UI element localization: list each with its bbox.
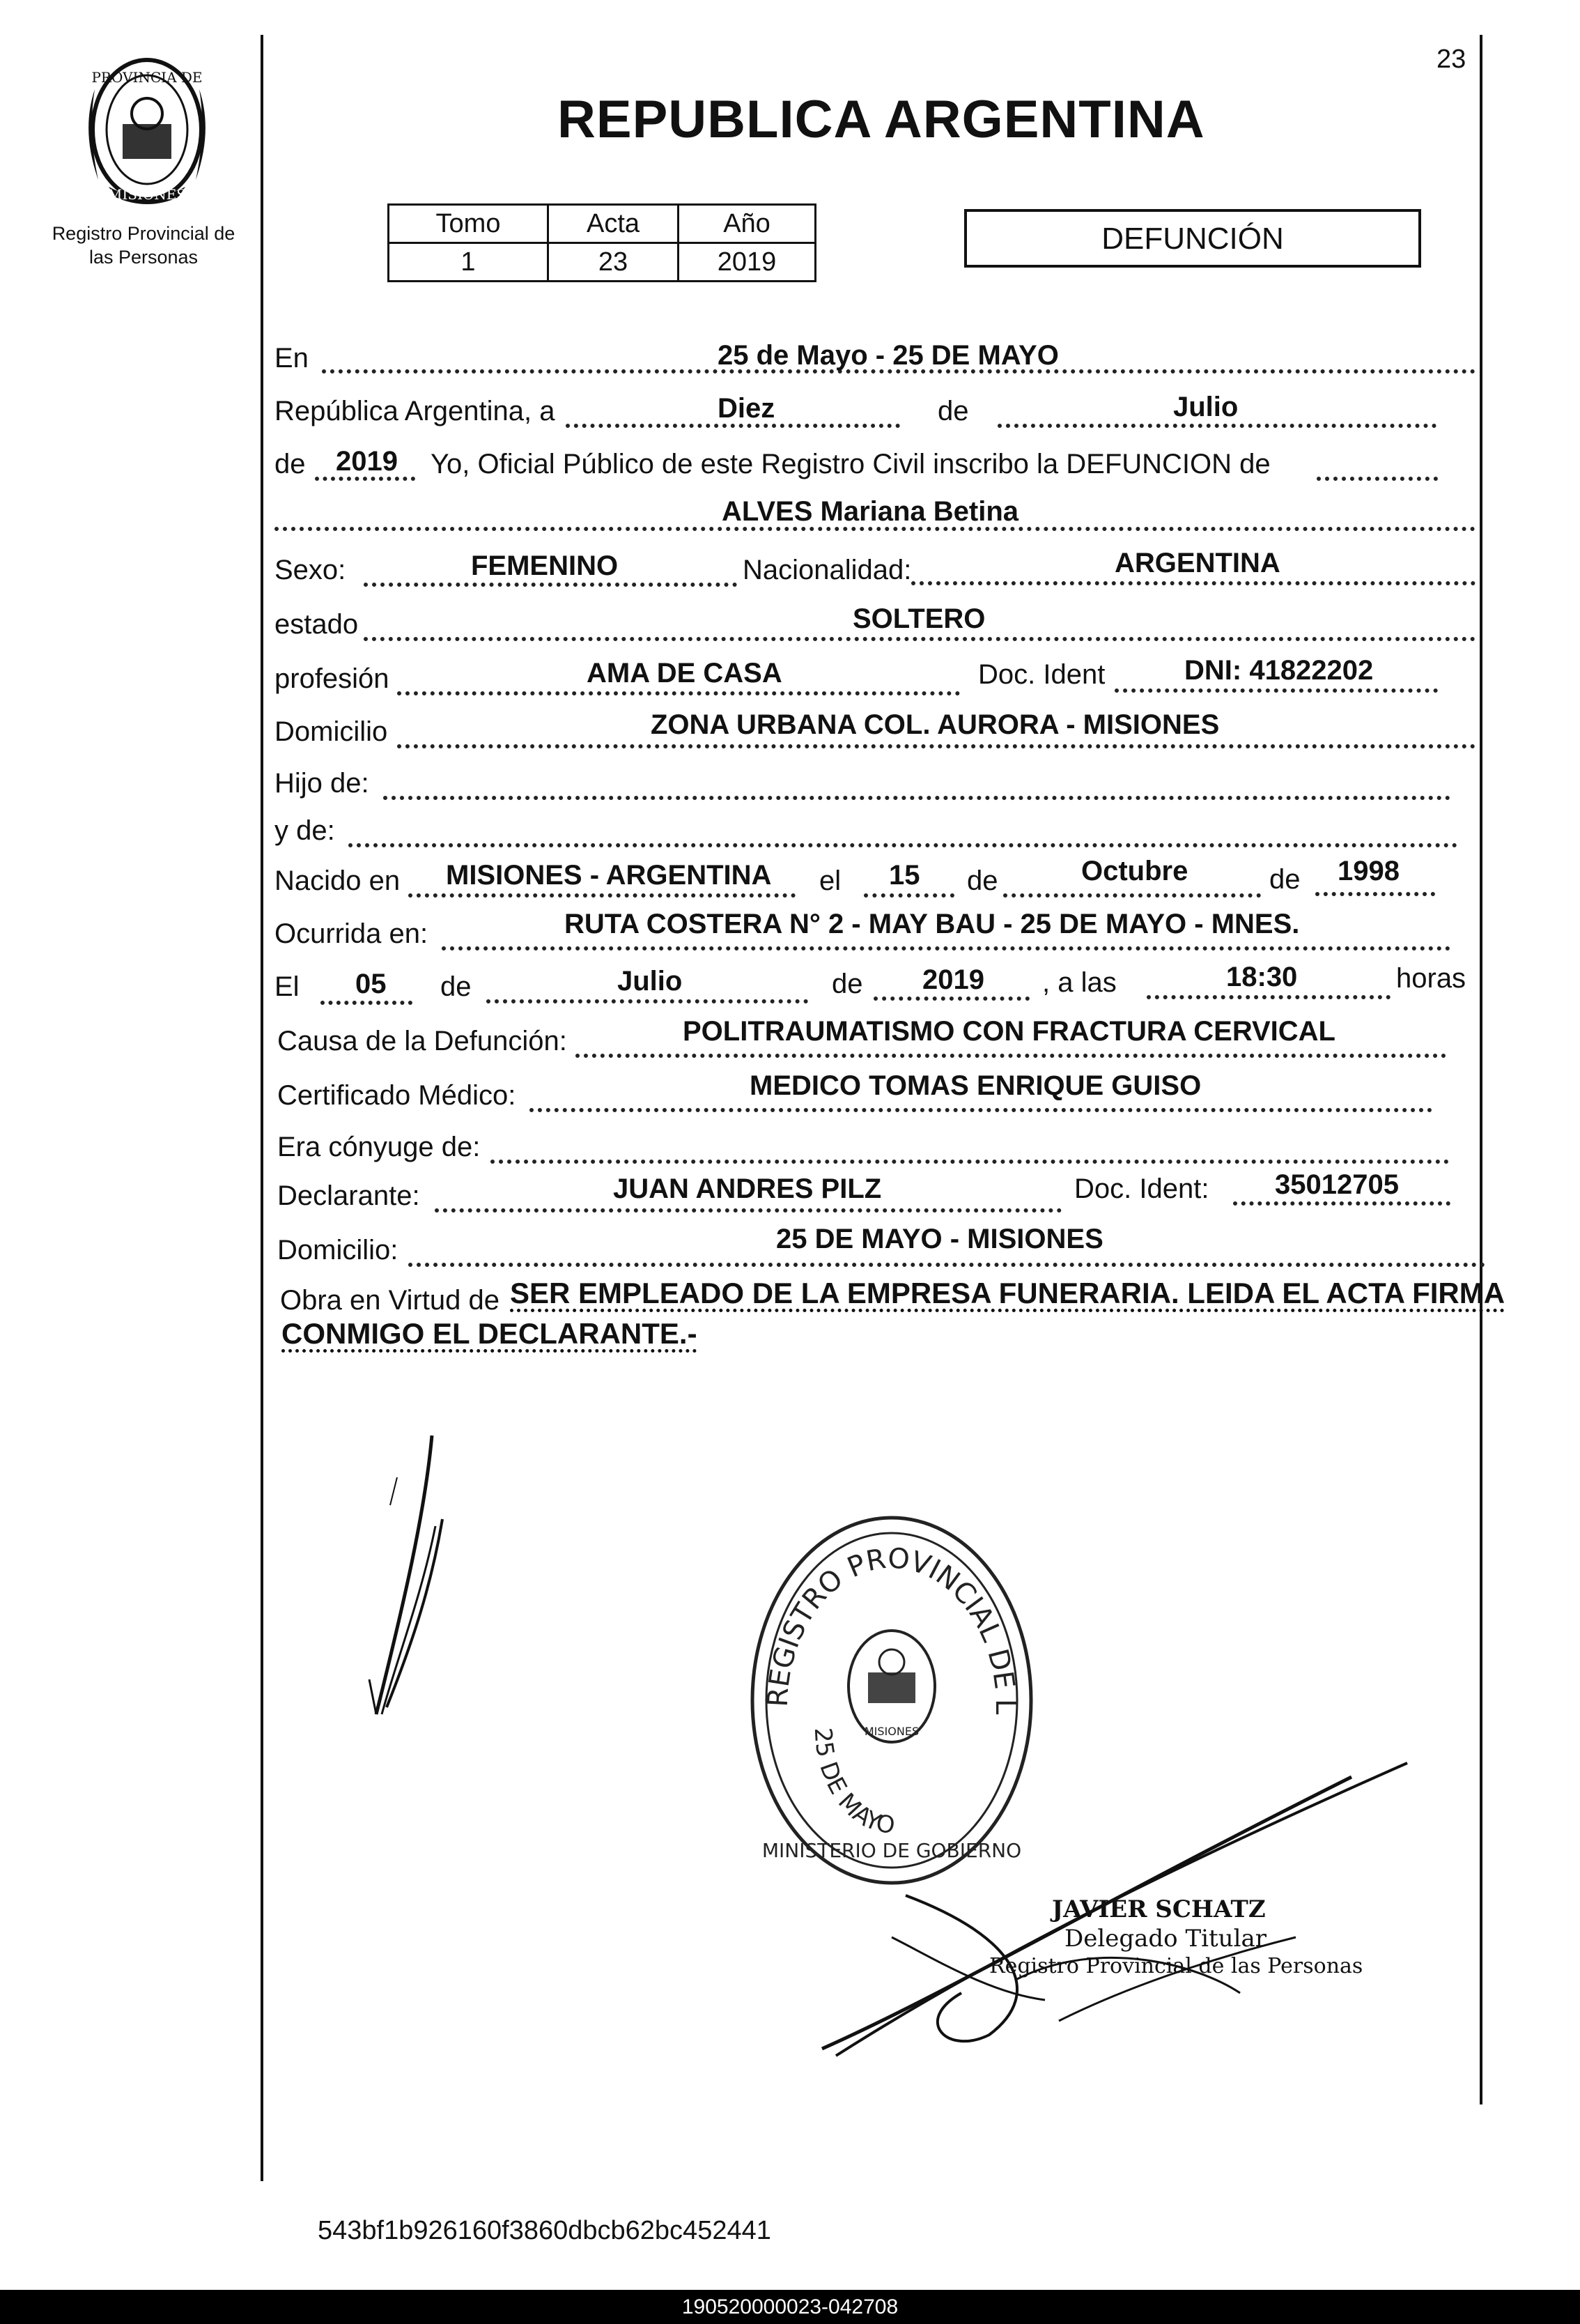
oficial-line <box>1317 477 1438 481</box>
sexo-value: FEMENINO <box>471 551 619 581</box>
causa-value: POLITRAUMATISMO CON FRACTURA CERVICAL <box>683 1016 1335 1047</box>
birth-month-line <box>1003 893 1261 898</box>
nacido-value: MISIONES - ARGENTINA <box>446 860 772 891</box>
record-value-tomo: 1 <box>389 243 548 282</box>
month-value: Julio <box>1173 392 1239 422</box>
record-header-anio: Año <box>679 205 816 243</box>
doc-ident-label: Doc. Ident <box>978 659 1106 690</box>
record-value-anio: 2019 <box>679 243 816 282</box>
conyuge-line <box>490 1160 1449 1164</box>
decl-doc-line <box>1233 1201 1450 1206</box>
ocurrida-label: Ocurrida en: <box>274 918 428 949</box>
day-value: Diez <box>718 393 775 424</box>
estado-line <box>364 637 1476 641</box>
death-year-value: 2019 <box>922 964 984 995</box>
decl-doc-value: 35012705 <box>1275 1169 1399 1200</box>
obra-text-line1: SER EMPLEADO DE LA EMPRESA FUNERARIA. LEIDA EL ACTA FIRMA <box>510 1277 1505 1309</box>
death-day-line <box>320 1001 412 1005</box>
ocurrida-value: RUTA COSTERA N° 2 - MAY BAU - 25 DE MAYO - MNES. <box>564 909 1300 939</box>
barcode-text: 190520000023-042708 <box>681 2295 899 2318</box>
officer-name: JAVIER SCHATZ <box>1052 1895 1266 1923</box>
en-label: En <box>274 343 309 374</box>
domicilio-value: ZONA URBANA COL. AURORA - MISIONES <box>651 709 1220 740</box>
el-label: el <box>819 865 842 896</box>
ocurrida-line <box>442 946 1450 951</box>
birth-day-value: 15 <box>889 860 920 891</box>
causa-line <box>575 1054 1446 1058</box>
stamp-inner-seal-text: MISIONES <box>864 1725 920 1738</box>
barcode-bar <box>0 2290 1580 2324</box>
de-label-2: de <box>274 449 306 479</box>
yde-line <box>348 843 1457 847</box>
sexo-label: Sexo: <box>274 555 346 585</box>
sexo-line <box>364 583 737 587</box>
decl-doc-label: Doc. Ident: <box>1074 1173 1209 1204</box>
place-value: 25 de Mayo - 25 DE MAYO <box>718 340 1059 371</box>
declarante-line <box>435 1208 1062 1213</box>
birth-month-value: Octubre <box>1081 856 1188 886</box>
estado-label: estado <box>274 609 359 640</box>
de-label-4: de <box>1269 864 1301 895</box>
decl-domicilio-label: Domicilio: <box>277 1235 398 1265</box>
time-line <box>1147 995 1391 999</box>
stamp-inner-top-path: 25 DE MAYO <box>808 1727 897 1840</box>
alas-label: , a las <box>1042 967 1117 998</box>
conyuge-label: Era cónyuge de: <box>277 1132 481 1162</box>
registry-caption <box>39 222 248 269</box>
hijo-label: Hijo de: <box>274 768 369 799</box>
death-time-value: 18:30 <box>1226 962 1298 992</box>
declarante-value: JUAN ANDRES PILZ <box>613 1173 882 1204</box>
profesion-label: profesión <box>274 663 389 694</box>
month-line <box>998 424 1436 428</box>
birth-year-line <box>1315 892 1435 896</box>
registry-caption-line1: Registro Provincial de <box>52 223 235 244</box>
declarante-label: Declarante: <box>277 1180 420 1211</box>
birth-day-line <box>864 893 954 898</box>
nacionalidad-line <box>911 581 1476 585</box>
province-logo <box>67 47 227 208</box>
left-margin-line <box>261 35 263 2181</box>
obra-label: Obra en Virtud de <box>280 1285 500 1316</box>
record-header-acta: Acta <box>548 205 679 243</box>
doc-ident-value: DNI: 41822202 <box>1184 655 1374 686</box>
record-table <box>387 203 816 282</box>
record-header-tomo: Tomo <box>389 205 548 243</box>
record-type-box: DEFUNCIÓN <box>964 209 1421 268</box>
profesion-value: AMA DE CASA <box>587 658 782 688</box>
deceased-name: ALVES Mariana Betina <box>722 496 1019 527</box>
nacido-label: Nacido en <box>274 865 401 896</box>
registry-caption-line2: las Personas <box>88 247 199 268</box>
certificado-label: Certificado Médico: <box>277 1080 516 1111</box>
horas-label: horas <box>1396 963 1466 994</box>
doc-ident-line <box>1115 688 1438 693</box>
nacionalidad-label: Nacionalidad: <box>743 555 912 585</box>
officer-title: Delegado Titular <box>1064 1925 1267 1953</box>
causa-label: Causa de la Defunción: <box>277 1026 567 1056</box>
birth-year-value: 1998 <box>1338 856 1400 886</box>
certificado-value: MEDICO TOMAS ENRIQUE GUISO <box>750 1070 1202 1101</box>
death-month-value: Julio <box>617 966 683 996</box>
document-hash: 543bf1b926160f3860dbcb62bc452441 <box>318 2216 771 2245</box>
death-year-line <box>874 996 1030 1001</box>
estado-value: SOLTERO <box>853 603 986 634</box>
profesion-line <box>397 691 960 695</box>
de-label-5: de <box>440 971 472 1002</box>
republica-label: República Argentina, a <box>274 396 555 426</box>
stamp-ring-text-path: REGISTRO PROVINCIAL DE L <box>761 1542 1022 1716</box>
page-title: REPUBLICA ARGENTINA <box>557 90 1205 149</box>
officer-office: Registro Provincial de las Personas <box>989 1954 1363 1978</box>
el2-label: El <box>274 971 300 1002</box>
de-label-6: de <box>832 969 863 999</box>
death-month-line <box>486 999 808 1003</box>
stamp-inner-bottom: MINISTERIO DE GOBIERNO <box>761 1839 1022 1862</box>
obra-text-line2: CONMIGO EL DECLARANTE.- <box>281 1317 697 1350</box>
record-value-acta: 23 <box>548 243 679 282</box>
declarant-signature <box>348 1429 460 1721</box>
decl-domicilio-value: 25 DE MAYO - MISIONES <box>776 1224 1103 1254</box>
death-day-value: 05 <box>355 969 387 999</box>
de-label-1: de <box>938 396 969 426</box>
decl-domicilio-line <box>408 1263 1485 1267</box>
hijo-line <box>383 796 1450 800</box>
right-margin-line <box>1480 35 1482 2104</box>
logo-seal-top-text: PROVINCIA DE <box>91 69 203 86</box>
oficial-text: Yo, Oficial Público de este Registro Civil inscribo la DEFUNCION de <box>431 449 1271 479</box>
certificado-line <box>529 1108 1432 1112</box>
de-label-3: de <box>967 865 998 896</box>
domicilio-label: Domicilio <box>274 716 388 747</box>
logo-seal-bottom-text: MISIONES <box>107 186 187 203</box>
page-number: 23 <box>1436 45 1466 74</box>
year-value: 2019 <box>336 446 398 477</box>
domicilio-line <box>397 744 1476 748</box>
nacido-line <box>408 893 796 898</box>
nacionalidad-value: ARGENTINA <box>1115 548 1280 578</box>
yde-label: y de: <box>274 815 335 846</box>
